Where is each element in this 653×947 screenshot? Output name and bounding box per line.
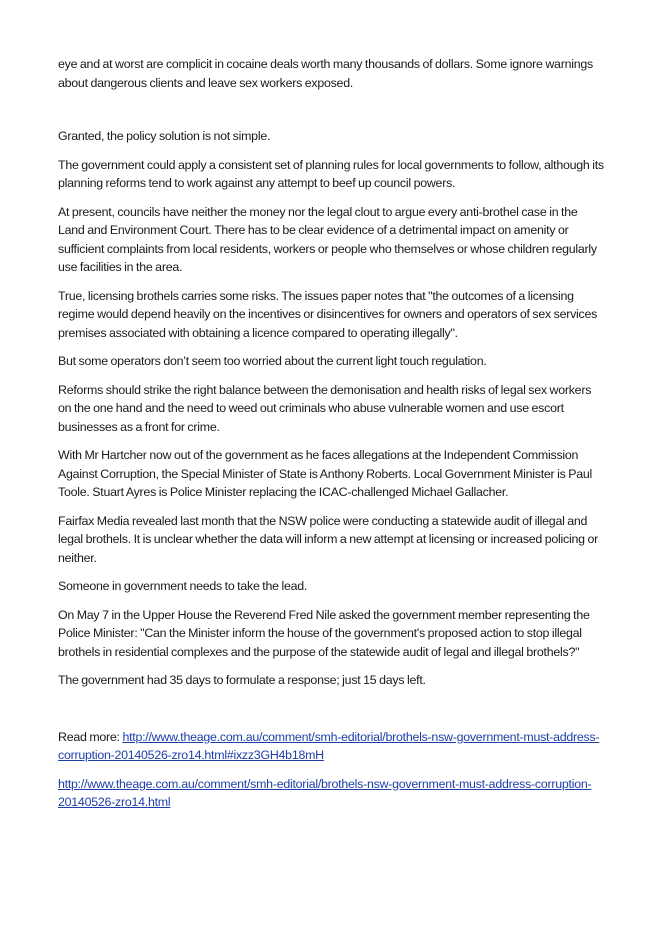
paragraph-1: eye and at worst are complicit in cocaine deals worth many thousands of dollars. Some ignore warnings about dangerous clients and leave sex workers exposed. bbox=[58, 57, 593, 90]
document-page bbox=[58, 55, 606, 812]
source-link[interactable]: http://www.theage.com.au/comment/smh-editorial/brothels-nsw-government-must-address-corruption-20140526-zro14.html bbox=[58, 776, 592, 809]
paragraph-7: Reforms should strike the right balance between the demonisation and health risks of legal sex workers on the one hand and the need to weed out criminals who abuse vulnerable women and use escort businesses as a front for crime. bbox=[58, 382, 592, 434]
read-more-paragraph bbox=[58, 728, 606, 765]
paragraph-4: At present, councils have neither the money nor the legal clout to argue every anti-brothel case in the Land and Environment Court. There has to be clear evidence of a detrimental impact on amenity or sufficient complaints from local residents, workers or people who themselves or whose children regularly use facilities in the area. bbox=[58, 204, 597, 274]
read-more-link[interactable]: http://www.theage.com.au/comment/smh-editorial/brothels-nsw-government-must-address-corruption-20140526-zro14.html#ixzz3GH4b18mH bbox=[58, 729, 600, 762]
read-more-label: Read more: bbox=[58, 729, 123, 744]
paragraph-3: The government could apply a consistent set of planning rules for local governments to follow, although its planning reforms tend to work against any attempt to beef up council powers. bbox=[58, 157, 604, 190]
paragraph-8: With Mr Hartcher now out of the government as he faces allegations at the Independent Commission Against Corruption, the Special Minister of State is Anthony Roberts. Local Government Minister is Paul Toole. Stuart Ayres is Police Minister replacing the ICAC-challenged Michael Gallacher. bbox=[58, 448, 593, 499]
paragraph-9: Fairfax Media revealed last month that the NSW police were conducting a statewide audit of illegal and legal brothels. It is unclear whether the data will inform a new attempt at licensing or increased policing or neither. bbox=[58, 513, 598, 565]
paragraph-6: But some operators don’t seem too worried about the current light touch regulation. bbox=[58, 354, 487, 368]
paragraph-11: On May 7 in the Upper House the Reverend Fred Nile asked the government member representing the Police Minister: "Can the Minister inform the house of the government's proposed action to stop illegal brothels in residential complexes and the purpose of the statewide audit of legal and illegal brothels?" bbox=[58, 607, 590, 659]
paragraph-10: Someone in government needs to take the lead. bbox=[58, 579, 308, 593]
source-link-paragraph bbox=[58, 775, 606, 812]
paragraph-2: Granted, the policy solution is not simple. bbox=[58, 129, 271, 143]
paragraph-5: True, licensing brothels carries some risks. The issues paper notes that "the outcomes of a licensing regime would depend heavily on the incentives or disincentives for owners and operators of sex services premises associated with obtaining a licence compared to operating illegally". bbox=[58, 288, 598, 340]
paragraph-12: The government had 35 days to formulate a response; just 15 days left. bbox=[58, 673, 426, 687]
